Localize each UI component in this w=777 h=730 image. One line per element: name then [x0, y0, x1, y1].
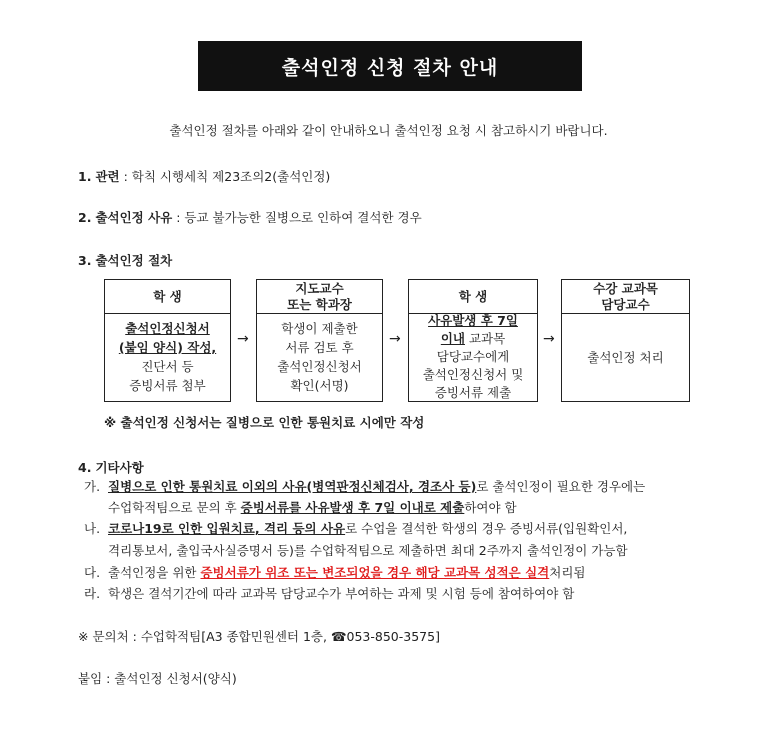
item-marker: 라.: [84, 586, 101, 601]
flow-step-emphasis: (붙임 양식) 작성,: [118, 340, 217, 355]
flow-note: ※ 출석인정 신청서는 질병으로 인한 통원치료 시에만 작성: [104, 415, 425, 430]
flow-arrow: →: [543, 331, 555, 347]
flow-step-body: 사유발생 후 7일 이내 교과목 담당교수에게 출석인정신청서 및 증빙서류 제출: [422, 313, 524, 400]
page-title: 출석인정 신청 절차 안내: [198, 41, 582, 91]
item-marker: 나.: [84, 521, 101, 536]
item-na-line1: 코로나19로 인한 입원치료, 격리 등의 사유로 수업을 결석한 학생의 경우 증빙서류(입원확인서,: [108, 521, 628, 536]
item-ga-line1: 질병으로 인한 통원치료 이외의 사유(병역판정신체검사, 경조사 등)로 출석인정이 필요한 경우에는: [108, 479, 646, 494]
flow-step-body: 학생이 제출한 서류 검토 후 출석인정신청서 확인(서명): [277, 321, 362, 393]
section-text: 등교 불가능한 질병으로 인하여 결석한 경우: [184, 210, 422, 225]
flow-step-student-2: [408, 279, 538, 402]
item-marker: 가.: [84, 479, 101, 494]
section-number: 2.: [78, 210, 92, 225]
section-label: 출석인정 사유: [95, 210, 173, 225]
section-procedure: [78, 251, 172, 269]
contact-info: ※ 문의처 : 수업학적팀[A3 종합민원센터 1층, ☎053-850-3575]: [78, 629, 440, 644]
flow-step-emphasis: 사유발생 후 7일: [428, 313, 518, 328]
flow-step-body: 출석인정신청서 (붙임 양식) 작성, 진단서 등 증빙서류 첨부: [118, 321, 217, 393]
section-number: 1.: [78, 169, 92, 184]
flow-step-head: 지도교수 또는 학과장: [257, 280, 382, 314]
flow-step-emphasis: 출석인정신청서: [125, 321, 210, 336]
flow-step-emphasis: 이내: [440, 331, 465, 346]
flow-step-course-professor: [561, 279, 690, 402]
flow-step-advisor: [256, 279, 383, 402]
intro-text: 출석인정 절차를 아래와 같이 안내하오니 출석인정 요청 시 참고하시기 바랍니다.: [169, 123, 608, 138]
flow-arrow: →: [237, 331, 249, 347]
item-ga-line2: 수업학적팀으로 문의 후 증빙서류를 사유발생 후 7일 이내로 제출하여야 함: [108, 500, 517, 515]
section-label: 관련: [95, 169, 120, 184]
flow-step-head: 학 생: [105, 280, 230, 314]
flow-step-head: 수강 교과목 담당교수: [562, 280, 689, 314]
section-others: [78, 458, 144, 476]
attachment-note: 붙임 : 출석인정 신청서(양식): [78, 671, 237, 686]
section-reason: [78, 208, 422, 226]
separator: :: [119, 169, 132, 184]
item-marker: 다.: [84, 565, 101, 580]
section-number: 4.: [78, 460, 92, 475]
flow-arrow: →: [389, 331, 401, 347]
item-ra-line1: 학생은 결석기간에 따라 교과목 담당교수가 부여하는 과제 및 시험 등에 참여하여야 함: [108, 586, 575, 601]
separator: :: [172, 210, 185, 225]
section-text: 학칙 시행세칙 제23조의2(출석인정): [131, 169, 331, 184]
section-label: 기타사항: [95, 460, 144, 475]
flow-step-body: 출석인정 처리: [587, 349, 664, 365]
section-label: 출석인정 절차: [95, 253, 173, 268]
flow-step-student-1: [104, 279, 231, 402]
item-na-line2: 격리통보서, 출입국사실증명서 등)를 수업학적팀으로 제출하면 최대 2주까지 출석인정이 가능함: [108, 543, 628, 558]
section-number: 3.: [78, 253, 92, 268]
section-related: [78, 167, 330, 185]
flow-step-head: 학 생: [409, 280, 537, 314]
item-da-line1: 출석인정을 위한 증빙서류가 위조 또는 변조되었을 경우 해당 교과목 성적은 실격처리됨: [108, 565, 586, 580]
warning-text: 증빙서류가 위조 또는 변조되었을 경우 해당 교과목 성적은 실격: [200, 565, 550, 580]
